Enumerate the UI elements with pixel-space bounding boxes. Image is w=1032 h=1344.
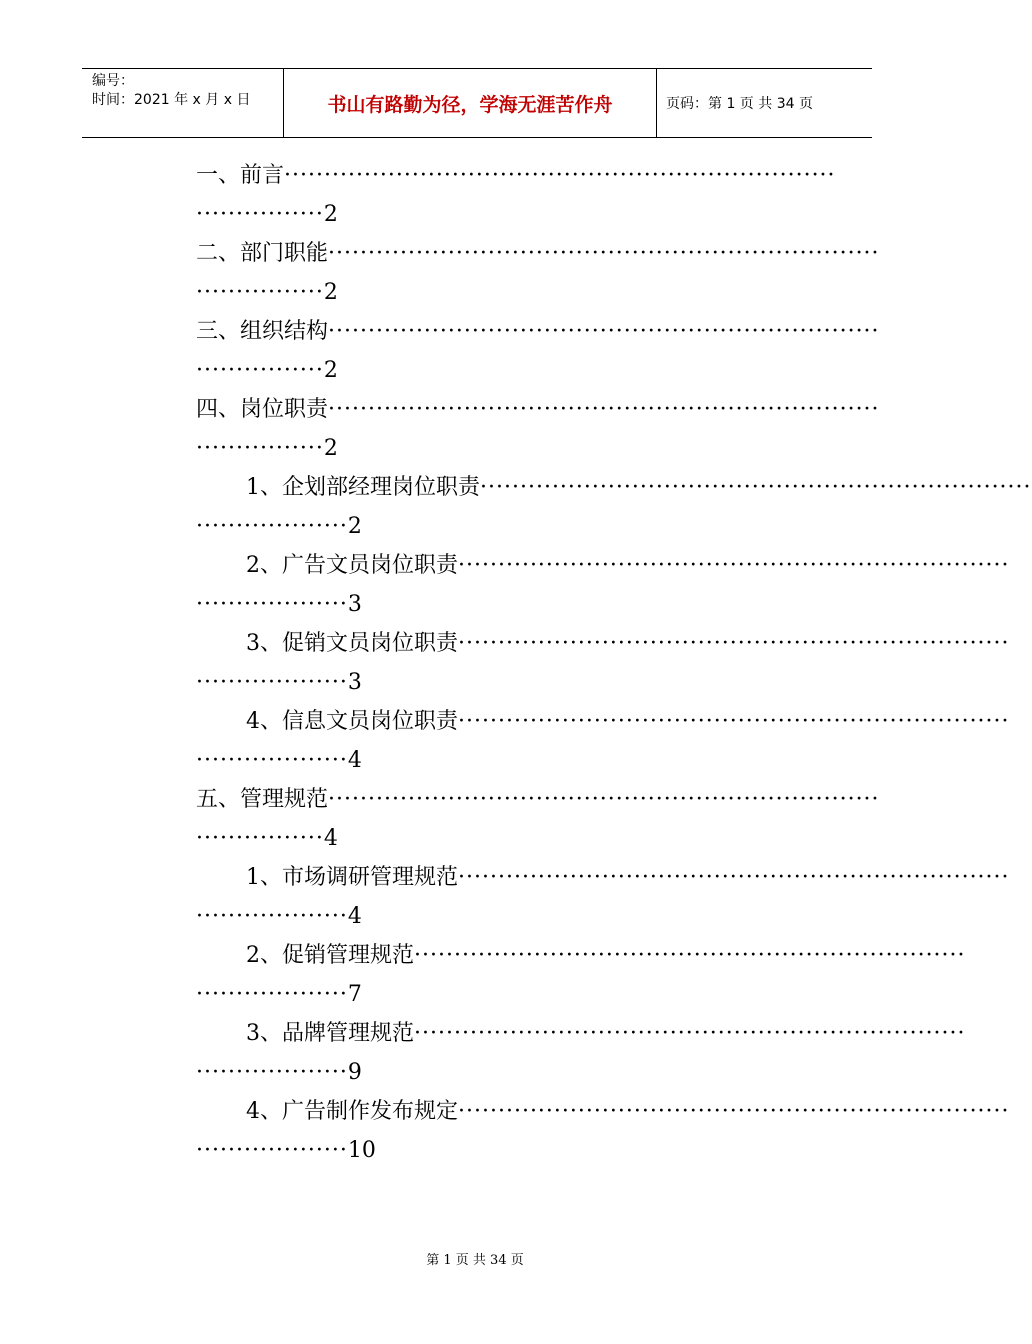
toc-entry-title: 1、市场调研管理规范 bbox=[246, 865, 458, 890]
toc-entry-title: 2、广告文员岗位职责 bbox=[246, 553, 458, 578]
toc-leader-continued: ··················· bbox=[196, 514, 348, 539]
toc-subentry[interactable] bbox=[196, 938, 966, 1016]
toc-leader-continued: ··················· bbox=[196, 904, 348, 929]
toc-leader: ····································································· bbox=[284, 163, 836, 188]
toc-subentry[interactable] bbox=[196, 860, 1010, 938]
toc-entry-title: 四、岗位职责 bbox=[196, 397, 329, 422]
toc-page-number: 2 bbox=[323, 202, 338, 227]
header-page-number: 页码：第 1 页 共 34 页 bbox=[666, 96, 813, 112]
toc-page-number: 2 bbox=[323, 436, 338, 461]
toc-subentry[interactable] bbox=[196, 470, 1032, 548]
toc-page-number: 3 bbox=[347, 592, 362, 617]
toc-leader: ····································································· bbox=[328, 787, 880, 812]
toc-page-number: 10 bbox=[347, 1138, 376, 1163]
toc-page-number: 4 bbox=[323, 826, 338, 851]
toc-entry-title: 3、促销文员岗位职责 bbox=[246, 631, 458, 656]
toc-leader-continued: ················ bbox=[196, 436, 324, 461]
toc-leader: ····································································· bbox=[458, 709, 1010, 734]
toc-page-number: 2 bbox=[323, 280, 338, 305]
toc-page-number: 2 bbox=[323, 358, 338, 383]
toc-entry-title: 2、促销管理规范 bbox=[246, 943, 414, 968]
document-header bbox=[82, 68, 872, 138]
toc-leader: ····································································· bbox=[328, 241, 880, 266]
document-number: 编号： bbox=[92, 73, 134, 89]
toc-entry-title: 1、企划部经理岗位职责 bbox=[246, 475, 480, 500]
toc-subentry[interactable] bbox=[196, 1016, 966, 1094]
toc-leader-continued: ··················· bbox=[196, 1060, 348, 1085]
toc-leader-continued: ················ bbox=[196, 826, 324, 851]
toc-entry-title: 3、品牌管理规范 bbox=[246, 1021, 414, 1046]
toc-leader: ····································································· bbox=[328, 397, 880, 422]
toc-leader-continued: ··················· bbox=[196, 670, 348, 695]
toc-entry[interactable] bbox=[196, 782, 880, 860]
document-date: 时间：2021 年 x 月 x 日 bbox=[92, 92, 251, 108]
table-of-contents bbox=[196, 158, 1032, 1172]
toc-entry-title: 一、前言 bbox=[196, 163, 285, 188]
toc-entry-title: 二、部门职能 bbox=[196, 241, 329, 266]
toc-page-number: 4 bbox=[347, 904, 362, 929]
toc-page-number: 4 bbox=[347, 748, 362, 773]
toc-leader-continued: ··················· bbox=[196, 1138, 348, 1163]
toc-entry-title: 三、组织结构 bbox=[196, 319, 329, 344]
toc-subentry[interactable] bbox=[196, 1094, 1010, 1172]
toc-leader: ····································································· bbox=[414, 1021, 966, 1046]
toc-entry[interactable] bbox=[196, 236, 880, 314]
toc-entry[interactable] bbox=[196, 314, 880, 392]
page-footer: 第 1 页 共 34 页 bbox=[426, 1253, 524, 1268]
toc-leader: ····································································· bbox=[328, 319, 880, 344]
toc-leader: ····································································· bbox=[458, 631, 1010, 656]
toc-subentry[interactable] bbox=[196, 626, 1010, 704]
toc-leader: ····································································· bbox=[458, 865, 1010, 890]
toc-entry[interactable] bbox=[196, 158, 836, 236]
toc-page-number: 2 bbox=[347, 514, 362, 539]
toc-entry-title: 4、信息文员岗位职责 bbox=[246, 709, 458, 734]
toc-leader-continued: ··················· bbox=[196, 982, 348, 1007]
toc-page-number: 7 bbox=[347, 982, 362, 1007]
toc-leader-continued: ··················· bbox=[196, 748, 348, 773]
header-motto: 书山有路勤为径，学海无涯苦作舟 bbox=[327, 94, 613, 116]
toc-leader: ····································································· bbox=[458, 1099, 1010, 1124]
toc-leader: ····································································· bbox=[480, 475, 1032, 500]
toc-subentry[interactable] bbox=[196, 704, 1010, 782]
toc-leader-continued: ··················· bbox=[196, 592, 348, 617]
header-page-cell bbox=[657, 69, 872, 137]
toc-page-number: 3 bbox=[347, 670, 362, 695]
toc-page-number: 9 bbox=[347, 1060, 362, 1085]
header-motto-cell bbox=[284, 69, 657, 137]
header-meta-cell bbox=[82, 69, 284, 137]
toc-leader-continued: ················ bbox=[196, 280, 324, 305]
toc-entry[interactable] bbox=[196, 392, 880, 470]
toc-leader: ····································································· bbox=[458, 553, 1010, 578]
toc-subentry[interactable] bbox=[196, 548, 1010, 626]
toc-leader: ····································································· bbox=[414, 943, 966, 968]
toc-leader-continued: ················ bbox=[196, 202, 324, 227]
toc-entry-title: 4、广告制作发布规定 bbox=[246, 1099, 458, 1124]
toc-leader-continued: ················ bbox=[196, 358, 324, 383]
toc-entry-title: 五、管理规范 bbox=[196, 787, 329, 812]
